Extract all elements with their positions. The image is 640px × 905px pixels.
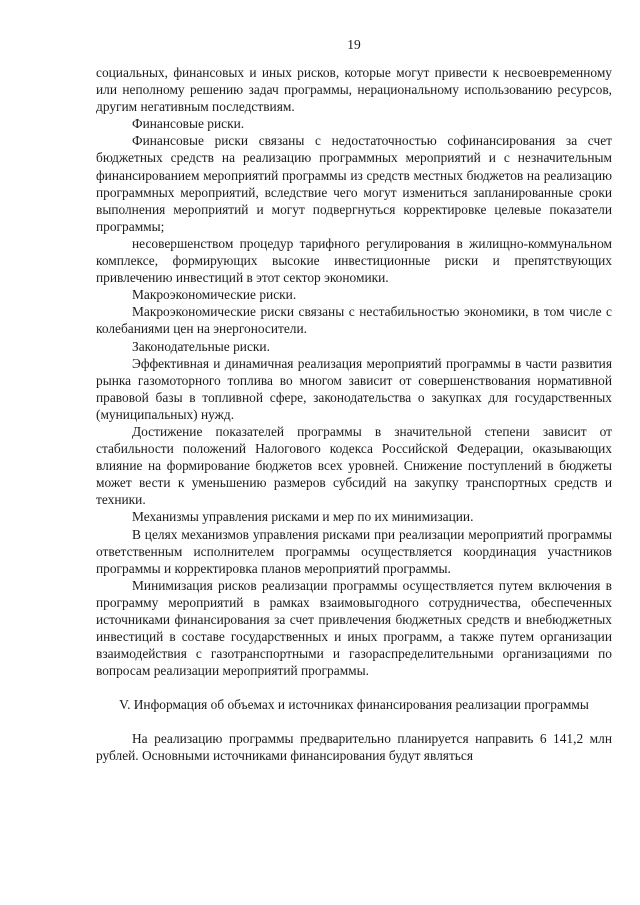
- paragraph-heading-legal-risks: Законодательные риски.: [132, 338, 270, 354]
- paragraph-heading-mechanisms: Механизмы управления рисками и мер по их минимизации.: [132, 509, 474, 525]
- document-body: [96, 64, 612, 765]
- section-title: V. Информация об объемах и источниках финансирования реализации программы: [119, 697, 589, 713]
- paragraph-macro-risks: Макроэкономические риски связаны с нестабильностью экономики, в том числе с колебаниями цен на энергоносители.: [96, 304, 612, 337]
- paragraph-tax-code: Достижение показателей программы в значительной степени зависит от стабильности положений Налогового кодекса Российской Федерации, оказывающих влияние на формирование бюджетов всех уровней. Снижение поступлений в бюджеты может вести к уменьшению размеров субсидий на закупку транспортных средств и техники.: [96, 423, 612, 508]
- paragraph-financing: На реализацию программы предварительно планируется направить 6 141,2 млн рублей. Основными источниками финансирования будут являться: [96, 731, 612, 764]
- paragraph-risk-minimization: Минимизация рисков реализации программы осуществляется путем включения в программу мероприятий в рамках взаимовыгодного сотрудничества, обеспеченных источниками финансирования за счет привлечения бюджетных средств и внебюджетных инвестиций в составе государственных и иных программ, а также путем организации взаимодействия с газотранспортными и газораспределительными организациями по вопросам реализации мероприятий программы.: [96, 577, 612, 679]
- paragraph-legal-risks: Эффективная и динамичная реализация мероприятий программы в части развития рынка газомоторного топлива во многом зависит от совершенствования нормативной правовой базы в топливной сфере, законодательства о закупках для государственных (муниципальных) нужд.: [96, 355, 612, 422]
- paragraph-financial-risks: Финансовые риски связаны с недостаточностью софинансирования за счет бюджетных средств на реализацию программных мероприятий и с незначительным финансированием мероприятий программы из средств местных бюджетов на реализацию программных мероприятий, вследствие чего могут измениться запланированные сроки выполнения мероприятий и могут подвергнуться корректировке целевые показатели программы;: [96, 133, 612, 234]
- document-page: [96, 0, 612, 905]
- paragraph-continuation: социальных, финансовых и иных рисков, которые могут привести к несвоевременному или неполному решению задач программы, нерациональному использованию ресурсов, другим негативным последствиям.: [96, 65, 612, 115]
- paragraph-tariff-regulation: несовершенством процедур тарифного регулирования в жилищно-коммунальном комплексе, формирующих высокие инвестиционные риски и препятствующих привлечению инвестиций в этот сектор экономики.: [96, 235, 612, 286]
- paragraph-heading-financial-risks: Финансовые риски.: [132, 116, 245, 132]
- paragraph-heading-macro-risks: Макроэкономические риски.: [132, 287, 297, 303]
- page-number: 19: [347, 37, 361, 52]
- paragraph-risk-management: В целях механизмов управления рисками при реализации мероприятий программы ответственным исполнителем программы осуществляется координация участников программы и корректировка планов мероприятий программы.: [96, 526, 612, 576]
